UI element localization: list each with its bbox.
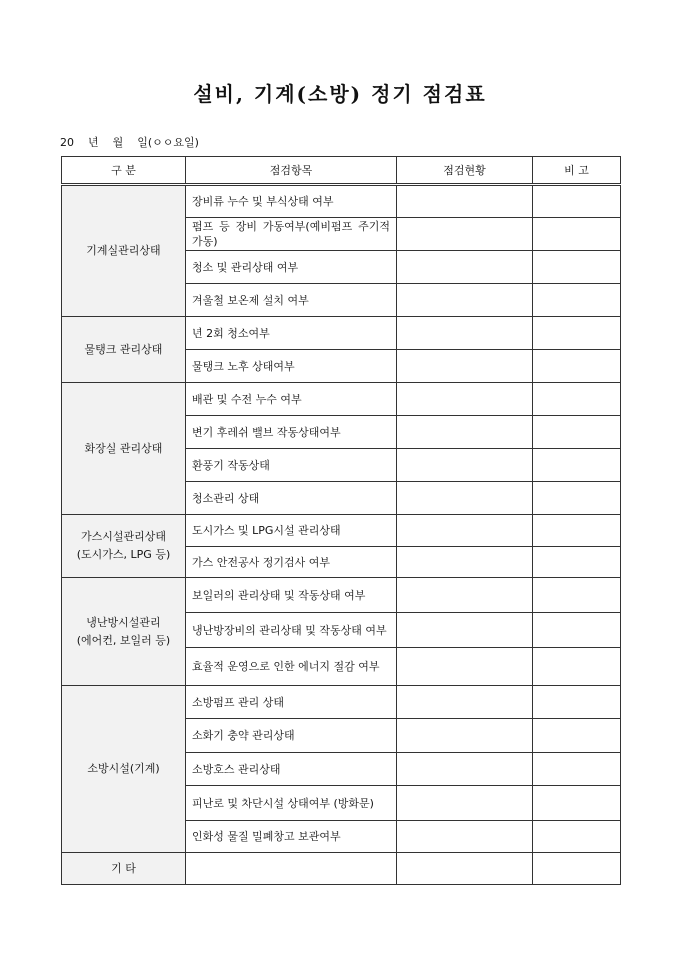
check-item-cell: 피난로 및 차단시설 상태여부 (방화문) <box>186 786 397 821</box>
status-cell[interactable] <box>397 648 533 686</box>
status-cell[interactable] <box>397 251 533 284</box>
status-cell[interactable] <box>397 547 533 578</box>
category-cell: 소방시설(기계) <box>62 686 186 853</box>
remarks-cell[interactable] <box>533 613 621 648</box>
table-row <box>62 686 621 719</box>
check-item-cell: 펌프 등 장비 가동여부(예비펌프 주기적 가동) <box>186 218 397 251</box>
status-cell[interactable] <box>397 383 533 416</box>
check-item-cell: 청소 및 관리상태 여부 <box>186 251 397 284</box>
header-remarks: 비 고 <box>533 157 621 185</box>
remarks-cell[interactable] <box>533 686 621 719</box>
status-cell[interactable] <box>397 317 533 350</box>
status-cell[interactable] <box>397 449 533 482</box>
check-item-cell: 소화기 충약 관리상태 <box>186 719 397 753</box>
status-cell[interactable] <box>397 284 533 317</box>
check-item-cell: 인화성 물질 밀폐창고 보관여부 <box>186 821 397 853</box>
status-cell[interactable] <box>397 821 533 853</box>
category-cell: 기 타 <box>62 853 186 885</box>
remarks-cell[interactable] <box>533 515 621 547</box>
check-item-cell: 냉난방장비의 관리상태 및 작동상태 여부 <box>186 613 397 648</box>
check-item-cell <box>186 853 397 885</box>
table-body <box>62 185 621 885</box>
check-item-cell: 소방펌프 관리 상태 <box>186 686 397 719</box>
table-row <box>62 317 621 350</box>
remarks-cell[interactable] <box>533 218 621 251</box>
category-cell: 화장실 관리상태 <box>62 383 186 515</box>
page-title: 설비, 기계(소방) 정기 점검표 <box>193 82 487 106</box>
table-row <box>62 853 621 885</box>
remarks-cell[interactable] <box>533 482 621 515</box>
status-cell[interactable] <box>397 719 533 753</box>
remarks-cell[interactable] <box>533 449 621 482</box>
remarks-cell[interactable] <box>533 251 621 284</box>
remarks-cell[interactable] <box>533 350 621 383</box>
remarks-cell[interactable] <box>533 786 621 821</box>
check-item-cell: 도시가스 및 LPG시설 관리상태 <box>186 515 397 547</box>
category-cell: 가스시설관리상태 (도시가스, LPG 등) <box>62 515 186 578</box>
table-row <box>62 185 621 218</box>
status-cell[interactable] <box>397 350 533 383</box>
header-row <box>62 157 621 185</box>
remarks-cell[interactable] <box>533 719 621 753</box>
category-cell: 냉난방시설관리 (에어컨, 보일러 등) <box>62 578 186 686</box>
check-item-cell: 보일러의 관리상태 및 작동상태 여부 <box>186 578 397 613</box>
header-category: 구 분 <box>62 157 186 185</box>
remarks-cell[interactable] <box>533 317 621 350</box>
check-item-cell: 효율적 운영으로 인한 에너지 절감 여부 <box>186 648 397 686</box>
check-item-cell: 변기 후레쉬 밸브 작동상태여부 <box>186 416 397 449</box>
remarks-cell[interactable] <box>533 185 621 218</box>
status-cell[interactable] <box>397 853 533 885</box>
remarks-cell[interactable] <box>533 284 621 317</box>
status-cell[interactable] <box>397 786 533 821</box>
status-cell[interactable] <box>397 686 533 719</box>
check-item-cell: 가스 안전공사 정기검사 여부 <box>186 547 397 578</box>
status-cell[interactable] <box>397 578 533 613</box>
category-cell: 기계실관리상태 <box>62 185 186 317</box>
status-cell[interactable] <box>397 185 533 218</box>
status-cell[interactable] <box>397 416 533 449</box>
header-item: 점검항목 <box>186 157 397 185</box>
table-row <box>62 383 621 416</box>
date-line: 20 년 월 일(ㅇㅇ요일) <box>60 136 199 149</box>
check-item-cell: 장비류 누수 및 부식상태 여부 <box>186 185 397 218</box>
remarks-cell[interactable] <box>533 578 621 613</box>
status-cell[interactable] <box>397 515 533 547</box>
remarks-cell[interactable] <box>533 416 621 449</box>
header-status: 점검현황 <box>397 157 533 185</box>
remarks-cell[interactable] <box>533 547 621 578</box>
category-cell: 물탱크 관리상태 <box>62 317 186 383</box>
check-item-cell: 청소관리 상태 <box>186 482 397 515</box>
table-row <box>62 578 621 613</box>
status-cell[interactable] <box>397 218 533 251</box>
status-cell[interactable] <box>397 753 533 786</box>
status-cell[interactable] <box>397 482 533 515</box>
check-item-cell: 배관 및 수전 누수 여부 <box>186 383 397 416</box>
remarks-cell[interactable] <box>533 648 621 686</box>
remarks-cell[interactable] <box>533 753 621 786</box>
check-item-cell: 물탱크 노후 상태여부 <box>186 350 397 383</box>
inspection-table <box>61 156 621 885</box>
check-item-cell: 겨울철 보온제 설치 여부 <box>186 284 397 317</box>
check-item-cell: 년 2회 청소여부 <box>186 317 397 350</box>
table-row <box>62 515 621 547</box>
remarks-cell[interactable] <box>533 853 621 885</box>
check-item-cell: 소방호스 관리상태 <box>186 753 397 786</box>
remarks-cell[interactable] <box>533 383 621 416</box>
check-item-cell: 환풍기 작동상태 <box>186 449 397 482</box>
remarks-cell[interactable] <box>533 821 621 853</box>
status-cell[interactable] <box>397 613 533 648</box>
